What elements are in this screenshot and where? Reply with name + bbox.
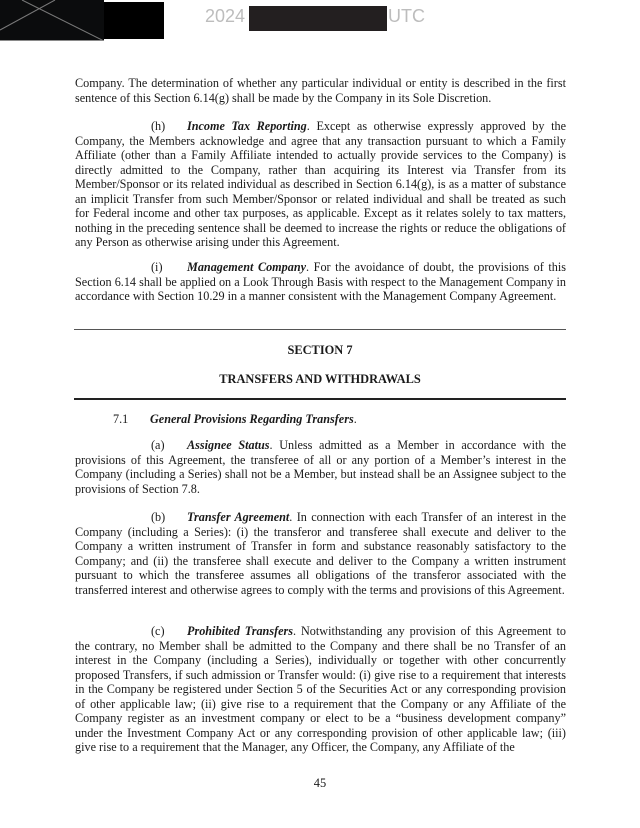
section-name-title: TRANSFERS AND WITHDRAWALS — [219, 372, 421, 386]
crossed-box-icon — [0, 0, 104, 41]
section-bottom-rule — [74, 398, 566, 400]
subsection-number: 7.1 — [113, 412, 129, 426]
redacted-logo-box — [0, 0, 104, 41]
clause-text: . Unless admitted as a Member in accordance with the provisions of this Agreement, the transferee of all or any portion of a Member’s interest in the Company (including a Series) shall not be a Member, but instead shall be an Assignee subject to the provisions of Section 7.8. — [75, 438, 566, 496]
section-number-title: SECTION 7 — [287, 343, 353, 357]
redacted-timestamp — [249, 6, 387, 31]
paragraph-text: Company. The determination of whether any particular individual or entity is described in the first sentence of this Section 6.14(g) shall be made by the Company in its Sole Discretion. — [75, 76, 566, 105]
clause-text: . Except as otherwise expressly approved by the Company, the Members acknowledge and agree that any transaction pursuant to which a Family Affiliate (other than a Family Affiliate intended to actually provide services to the Company) is directly admitted to the Company, rather than acquiring its Interest via Transfer from its Member/Sponsor or its related individual as described in Section 6.14(g), is as a matter of substance an implicit Transfer from such Member/Sponsor or related individual and shall be treated as such for Federal income and other tax purposes, as applicable. Except as it relates solely to tax matters, nothing in the preceding sentence shall be deemed to increase the rights or reduce the obligations of any Person as otherwise arising under this Agreement. — [75, 119, 566, 250]
subsection-title: General Provisions Regarding Transfers — [150, 412, 354, 426]
timestamp-year: 2024 — [205, 6, 246, 26]
subsection-heading-7-1 — [113, 412, 357, 427]
subsection-title-period: . — [353, 412, 357, 426]
clause-text: . For the avoidance of doubt, the provisions of this Section 6.14 shall be applied on a Look Through Basis with respect to the Management Company in accordance with Section 10.29 in a manner consistent with the Management Company Agreement. — [75, 260, 566, 304]
clause-heading: Assignee Status — [187, 438, 270, 452]
clause-heading: Transfer Agreement — [187, 510, 290, 524]
redacted-block — [104, 2, 164, 39]
page-number: 45 — [313, 776, 327, 790]
clause-heading: Income Tax Reporting — [187, 119, 307, 133]
timestamp-timezone: UTC — [388, 6, 425, 26]
clause-heading: Prohibited Transfers — [187, 624, 294, 638]
clause-text: . Notwithstanding any provision of this Agreement to the contrary, no Member shall be admitted to the Company and there shall be no Transfer of an interest in the Company (including a Series), individually or together with other concurrently proposed Transfers, if such admission or Transfer would: (i) give rise to a requirement that interests in the Company be registered under Section 5 of the Securities Act or any corresponding provision of other applicable law; (ii) give rise to a requirement that the Company or any Affiliate of the Company register as an investment company or elect to be a “business development company” under the Investment Company Act or any corresponding provision of other applicable law; (iii) give rise to a requirement that the Manager, any Officer, the Company, any Affiliate of the — [75, 624, 566, 755]
clause-label: (a) — [151, 438, 165, 452]
clause-text: . In connection with each Transfer of an interest in the Company (including a Series): (i) the transferor and transferee shall execute and deliver to the Company a written instrument of Transfer in form and substance reasonably satisfactory to the Company; and (ii) the transferee shall execute and deliver to the Company a written instrument pursuant to which the transferee assumes all obligations of the transferor associated with the transferred interest and otherwise agrees to comply with the terms and provisions of this Agreement. — [75, 510, 566, 597]
clause-7-1-a — [75, 438, 566, 496]
clause-label: (i) — [151, 260, 163, 274]
clause-heading: Management Company — [187, 260, 307, 274]
clause-label: (b) — [151, 510, 166, 524]
clause-label: (h) — [151, 119, 166, 133]
paragraph-6-14-h — [75, 119, 566, 250]
clause-7-1-b — [75, 510, 566, 597]
clause-label: (c) — [151, 624, 165, 638]
paragraph-6-14-i — [75, 260, 566, 304]
clause-7-1-c — [75, 624, 566, 755]
paragraph-6-14-g-continuation — [75, 76, 566, 105]
section-top-rule — [74, 329, 566, 330]
